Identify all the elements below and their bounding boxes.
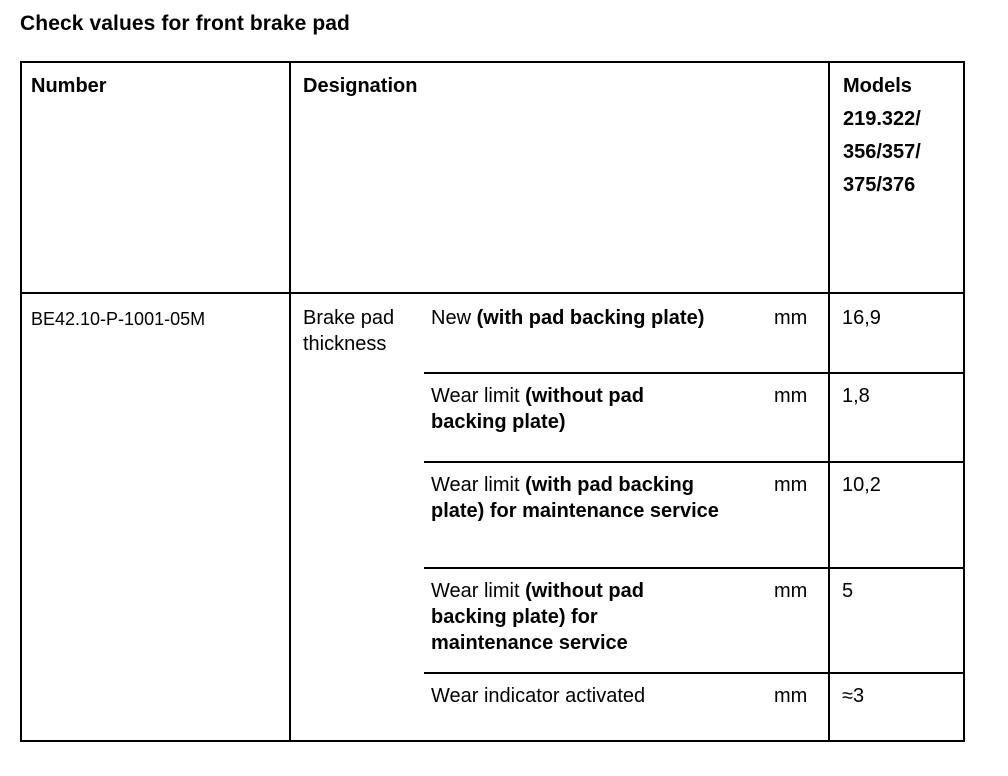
item-text-bold: (without pad backing plate) — [431, 385, 644, 433]
row-divider — [424, 567, 963, 569]
check-values-table — [20, 61, 965, 742]
models-line: 356/357/ — [843, 141, 921, 163]
item-text-bold: (with pad backing plate) for maintenance service — [431, 474, 719, 522]
header-designation: Designation — [303, 75, 418, 97]
item-description — [431, 472, 741, 524]
header-number: Number — [31, 75, 107, 97]
item-unit: mm — [774, 685, 808, 707]
models-line: 219.322/ — [843, 108, 921, 130]
item-text: New — [431, 307, 477, 329]
models-line: 375/376 — [843, 174, 916, 196]
item-unit: mm — [774, 474, 808, 496]
designation-line: Brake pad — [303, 307, 395, 329]
column-divider — [289, 63, 291, 740]
item-value: 1,8 — [842, 385, 870, 407]
row-divider — [424, 372, 963, 374]
item-value: 5 — [842, 580, 854, 602]
item-value: ≈3 — [842, 685, 865, 707]
item-unit: mm — [774, 385, 808, 407]
item-text: Wear limit — [431, 580, 526, 602]
item-description — [431, 305, 751, 331]
header-models — [843, 70, 958, 202]
page-title: Check values for front brake pad — [20, 12, 350, 35]
item-unit: mm — [774, 307, 808, 329]
item-value: 16,9 — [842, 307, 881, 329]
column-divider — [828, 63, 830, 740]
item-unit: mm — [774, 580, 808, 602]
item-description — [431, 383, 706, 435]
row-divider — [424, 461, 963, 463]
part-number: BE42.10-P-1001-05M — [31, 309, 206, 329]
item-text: Wear limit — [431, 385, 526, 407]
item-text: Wear indicator activated — [431, 685, 646, 707]
designation-label — [303, 305, 418, 357]
item-text-bold: (with pad backing plate) — [476, 307, 705, 329]
designation-line: thickness — [303, 333, 387, 355]
item-text-bold: (without pad backing plate) for maintenance service — [431, 580, 644, 654]
item-description — [431, 578, 706, 656]
row-divider — [424, 672, 963, 674]
item-value: 10,2 — [842, 474, 881, 496]
item-text: Wear limit — [431, 474, 526, 496]
header-divider — [22, 292, 963, 294]
models-label: Models — [843, 75, 912, 97]
item-description — [431, 683, 751, 709]
